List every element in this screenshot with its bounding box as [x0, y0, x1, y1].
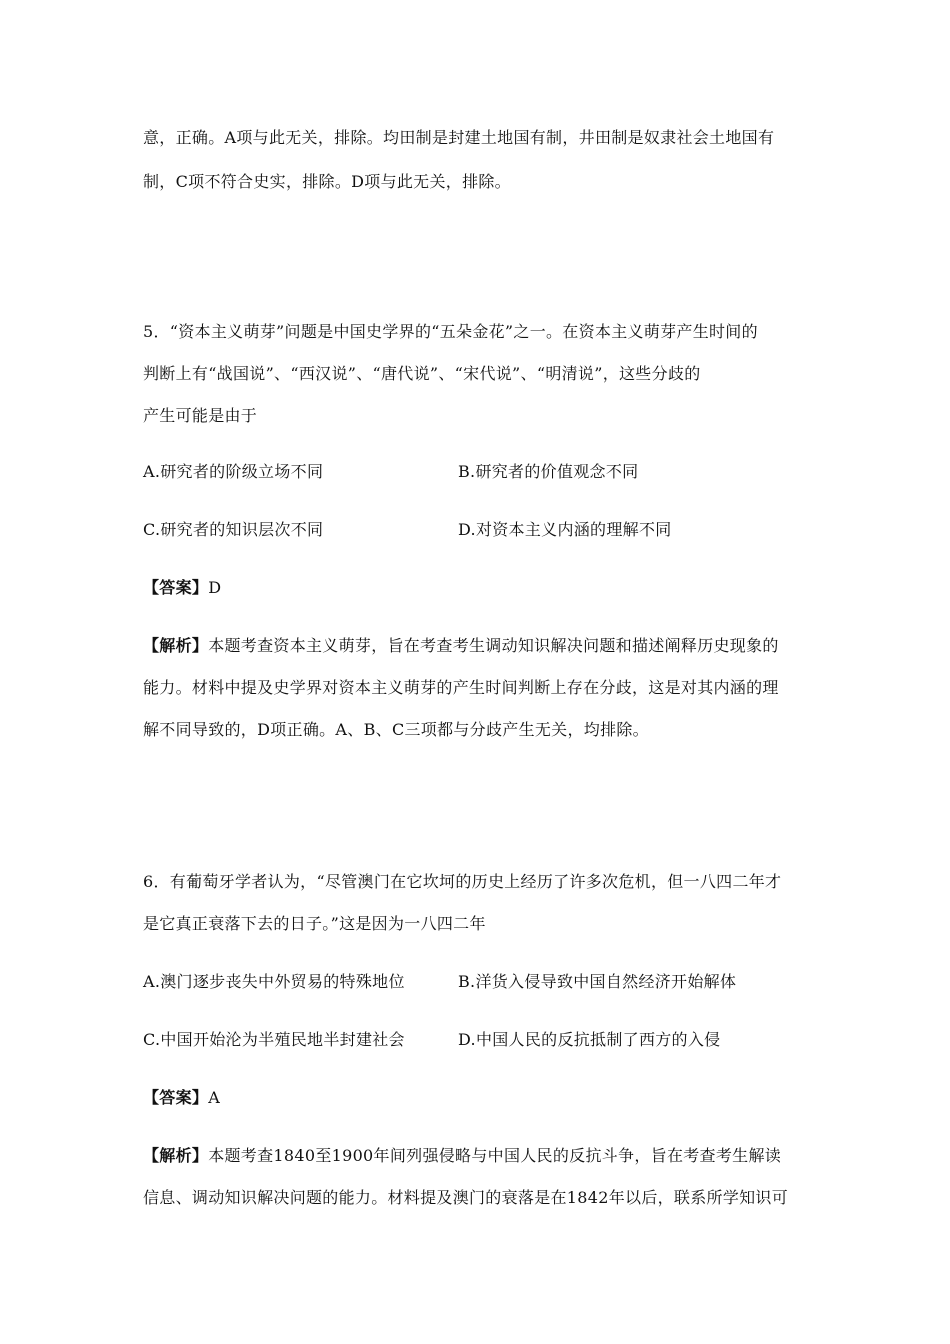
q6-analysis-line-1: [143, 1146, 781, 1166]
q6-answer-value: A: [208, 1088, 221, 1107]
q5-answer-value: D: [208, 578, 222, 597]
q5-stem-line-1: 5．“资本主义萌芽”问题是中国史学界的“五朵金花”之一。在资本主义萌芽产生时间的: [143, 322, 758, 341]
q5-option-d: D.对资本主义内涵的理解不同: [458, 520, 672, 539]
q6-option-b: B.洋货入侵导致中国自然经济开始解体: [458, 972, 737, 991]
q6-option-a: A.澳门逐步丧失中外贸易的特殊地位: [143, 972, 405, 991]
q6-answer-label: 【答案】: [143, 1088, 209, 1107]
q5-analysis-line-1: [143, 636, 779, 656]
q5-option-c: C.研究者的知识层次不同: [143, 520, 324, 539]
q6-answer: [143, 1088, 220, 1108]
q6-option-d: D.中国人民的反抗抵制了西方的入侵: [458, 1030, 721, 1049]
q5-option-b: B.研究者的价值观念不同: [458, 462, 639, 481]
q6-option-c: C.中国开始沦为半殖民地半封建社会: [143, 1030, 405, 1049]
q5-analysis-line-2: 能力。材料中提及史学界对资本主义萌芽的产生时间判断上存在分歧，这是对其内涵的理: [143, 678, 779, 697]
q5-stem-line-3: 产生可能是由于: [143, 406, 258, 425]
q6-stem-line-1: 6．有葡萄牙学者认为，“尽管澳门在它坎坷的历史上经历了许多次危机，但一八四二年才: [143, 872, 782, 891]
q6-stem-line-2: 是它真正衰落下去的日子。”这是因为一八四二年: [143, 914, 486, 933]
q5-stem-line-2: 判断上有“战国说”、“西汉说”、“唐代说”、“宋代说”、“明清说”，这些分歧的: [143, 364, 701, 383]
q6-analysis-label: 【解析】: [143, 1146, 209, 1165]
q5-analysis-line-3: 解不同导致的，D项正确。A、B、C三项都与分歧产生无关，均排除。: [143, 720, 649, 739]
q5-answer-label: 【答案】: [143, 578, 209, 597]
q5-option-a: A.研究者的阶级立场不同: [143, 462, 324, 481]
q6-analysis-line-2: 信息、调动知识解决问题的能力。材料提及澳门的衰落是在1842年以后，联系所学知识可: [143, 1188, 789, 1207]
q5-analysis-label: 【解析】: [143, 636, 209, 655]
prev-analysis-line-2: 制，C项不符合史实，排除。D项与此无关，排除。: [143, 172, 511, 191]
q5-analysis-text-1: 本题考查资本主义萌芽，旨在考查考生调动知识解决问题和描述阐释历史现象的: [208, 636, 779, 655]
q5-answer: [143, 578, 221, 598]
q6-analysis-text-1: 本题考查1840至1900年间列强侵略与中国人民的反抗斗争，旨在考查考生解读: [208, 1146, 782, 1165]
prev-analysis-line-1: 意，正确。A项与此无关，排除。均田制是封建土地国有制，井田制是奴隶社会土地国有: [143, 128, 775, 147]
